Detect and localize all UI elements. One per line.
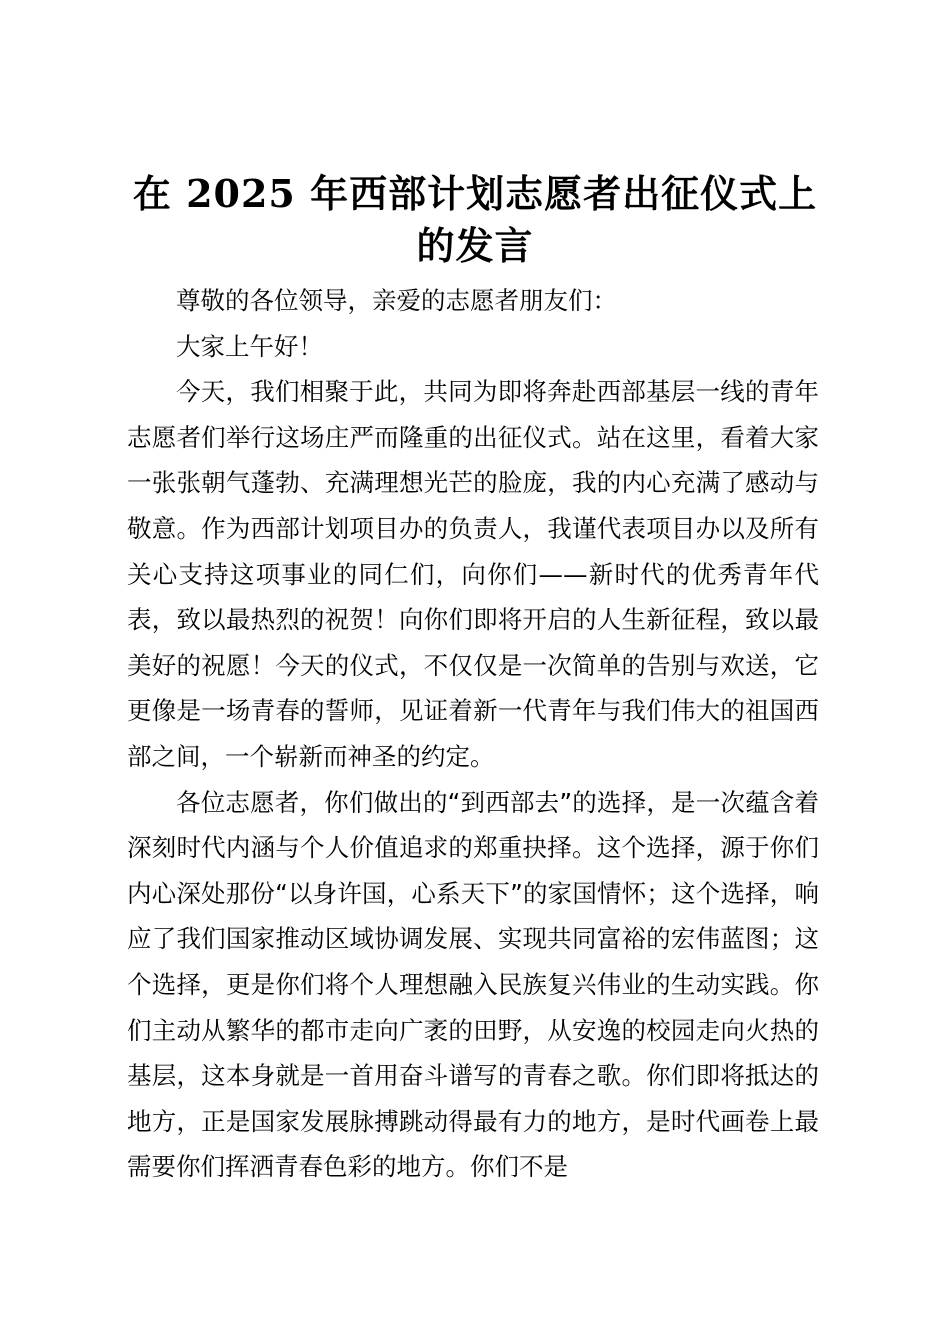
greeting: 大家上午好！ [176, 331, 323, 361]
document-body [127, 278, 819, 1190]
body-paragraph: 今天，我们相聚于此，共同为即将奔赴西部基层一线的青年志愿者们举行这场庄严而隆重的出征仪式。站在这里，看着大家一张张朝气蓬勃、充满理想光芒的脸庞，我的内心充满了感动与敬意。作为西部计划项目办的负责人，我谨代表项目办以及所有关心支持这项事业的同仁们，向你们——新时代的优秀青年代表，致以最热烈的祝贺！向你们即将开启的人生新征程，致以最美好的祝愿！今天的仪式，不仅仅是一次简单的告别与欢送，它更像是一场青春的誓师，见证着新一代青年与我们伟大的祖国西部之间，一个崭新而神圣的约定。 [127, 377, 819, 771]
salutation: 尊敬的各位领导，亲爱的志愿者朋友们： [176, 286, 617, 315]
body-paragraph: 各位志愿者，你们做出的“到西部去”的选择，是一次蕴含着深刻时代内涵与个人价值追求的郑重抉择。这个选择，源于你们内心深处那份“以身许国，心系天下”的家国情怀；这个选择，响应了我们国家推动区域协调发展、实现共同富裕的宏伟蓝图；这个选择，更是你们将个人理想融入民族复兴伟业的生动实践。你们主动从繁华的都市走向广袤的田野，从安逸的校园走向火热的基层，这本身就是一首用奋斗谱写的青春之歌。你们即将抵达的地方，正是国家发展脉搏跳动得最有力的地方，是时代画卷上最需要你们挥洒青春色彩的地方。你们不是 [127, 787, 819, 1182]
page-title: 在 2025 年西部计划志愿者出征仪式上的发言 [132, 171, 818, 268]
